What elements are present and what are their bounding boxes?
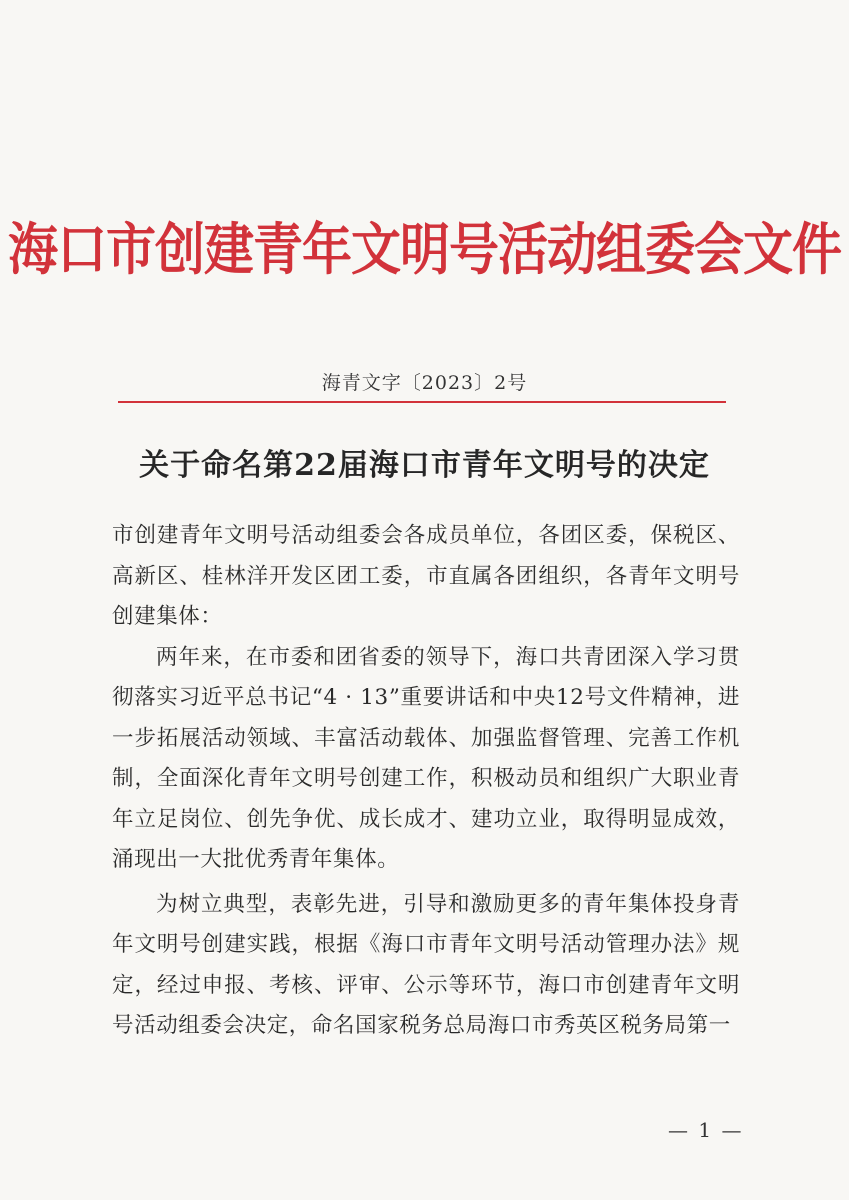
body-paragraph: 为树立典型，表彰先进，引导和激励更多的青年集体投身青年文明号创建实践，根据《海口市青年文明号活动管理办法》规定，经过申报、考核、评审、公示等环节，海口市创建青年文明号活动组委会决定，命名国家税务总局海口市秀英区税务局第一 — [112, 891, 740, 1038]
document-number: 海青文字〔2023〕2号 — [321, 372, 528, 394]
body-paragraph: 两年来，在市委和团省委的领导下，海口共青团深入学习贯彻落实习近平总书记“4 · 13”重要讲话和中央12号文件精神，进一步拓展活动领域、丰富活动载体、加强监督管理、完善工作机制，全面深化青年文明号创建工作，积极动员和组织广大职业青年立足岗位、创先争优、成长成才、建功立业，取得明显成效，涌现出一大批优秀青年集体。 — [112, 644, 740, 872]
page-number: — 1 — — [668, 1118, 744, 1142]
document-body — [112, 516, 740, 1047]
issuer-header: 海口市创建青年文明号活动组委会文件 — [8, 217, 841, 283]
document-title: 关于命名第22届海口市青年文明号的决定 — [139, 448, 710, 483]
addressee: 市创建青年文明号活动组委会各成员单位，各团区委，保税区、高新区、桂林洋开发区团工委，市直属各团组织，各青年文明号创建集体： — [112, 523, 740, 629]
red-divider-line — [118, 401, 726, 403]
